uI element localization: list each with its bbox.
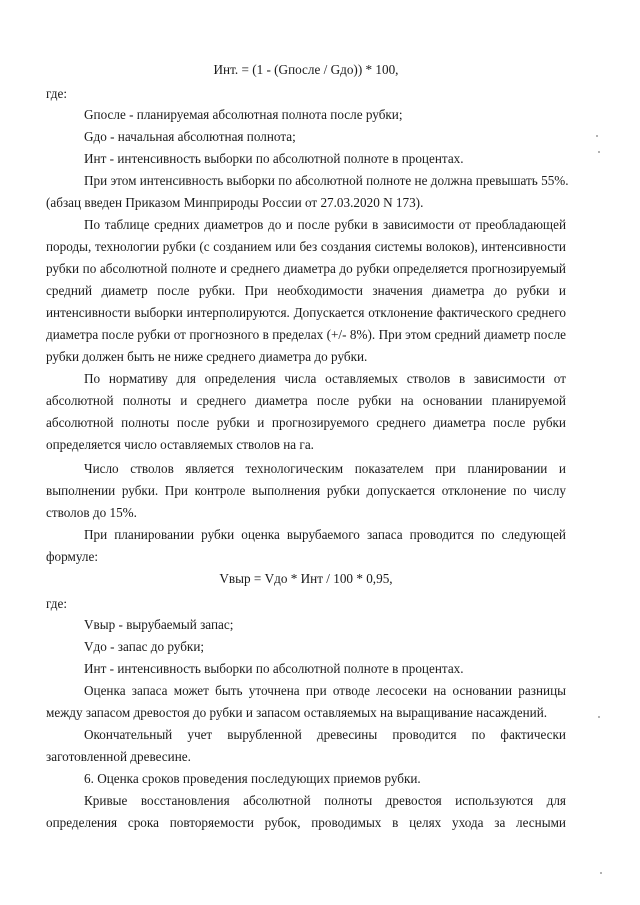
paragraph-line: определения срока повторяемости рубок, проводимых в целях ухода за лесными bbox=[46, 815, 566, 830]
paragraph-line: При планировании рубки оценка вырубаемого запаса проводится по следующей bbox=[84, 527, 566, 542]
paragraph-line: Окончательный учет вырубленной древесины проводится по фактически bbox=[84, 727, 566, 742]
scan-speck bbox=[598, 716, 600, 718]
definition-v-cut: Vвыр - вырубаемый запас; bbox=[84, 617, 234, 632]
paragraph-line: выполнении рубки. При контроле выполнения рубки допускается отклонение по числу bbox=[46, 483, 566, 498]
paragraph-line: средний диаметр после рубки. При необходимости значения диаметра до рубки и bbox=[46, 283, 566, 298]
paragraph-line: диаметра после рубки от прогнозного в пределах (+/- 8%). При этом средний диаметр после bbox=[46, 327, 566, 342]
where-label: где: bbox=[46, 596, 67, 611]
paragraph-line: породы, технологии рубки (с созданием или без создания системы волоков), интенсивности bbox=[46, 239, 566, 254]
section-heading: 6. Оценка сроков проведения последующих приемов рубки. bbox=[84, 771, 421, 786]
paragraph-line: заготовленной древесине. bbox=[46, 749, 191, 764]
scan-speck bbox=[600, 872, 602, 874]
definition-g-before: Gдо - начальная абсолютная полнота; bbox=[84, 129, 296, 144]
paragraph-line: По нормативу для определения числа оставляемых стволов в зависимости от bbox=[84, 371, 566, 386]
paragraph-line: стволов до 15%. bbox=[46, 505, 137, 520]
paragraph-line: интенсивности выборки интерполируются. Допускается отклонение фактического среднего bbox=[46, 305, 566, 320]
paragraph-line: По таблице средних диаметров до и после рубки в зависимости от преобладающей bbox=[84, 217, 566, 232]
paragraph-line: Кривые восстановления абсолютной полноты древостоя используются для bbox=[84, 793, 566, 808]
paragraph-line: рубки по абсолютной полноте и среднего диаметра до рубки определяется прогнозируемый bbox=[46, 261, 566, 276]
scan-speck bbox=[598, 151, 600, 153]
formula-intensity: Инт. = (1 - (Gпосле / Gдо)) * 100, bbox=[213, 62, 399, 77]
scan-speck bbox=[596, 135, 598, 137]
where-label: где: bbox=[46, 86, 67, 101]
paragraph-line: между запасом древостоя до рубки и запасом оставляемых на выращивание насаждений. bbox=[46, 705, 548, 720]
formula-volume: Vвыр = Vдо * Инт / 100 * 0,95, bbox=[219, 571, 393, 586]
definition-v-before: Vдо - запас до рубки; bbox=[84, 639, 205, 654]
paragraph-line: абсолютной полноты после рубки и прогнозируемого среднего диаметра после рубки bbox=[46, 415, 566, 430]
definition-g-after: Gпосле - планируемая абсолютная полнота после рубки; bbox=[84, 107, 403, 122]
paragraph-line: формуле: bbox=[46, 549, 98, 564]
definition-int: Инт - интенсивность выборки по абсолютной полноте в процентах. bbox=[84, 661, 464, 676]
paragraph-line: рубки должен быть не ниже среднего диаметра до рубки. bbox=[46, 349, 368, 364]
paragraph-line: определяется число оставляемых стволов на га. bbox=[46, 437, 314, 452]
paragraph-line: абсолютной полноты и среднего диаметра после рубки на основании планируемой bbox=[46, 393, 566, 408]
paragraph-limit: При этом интенсивность выборки по абсолютной полноте не должна превышать 55%. bbox=[84, 173, 569, 188]
paragraph-line: Оценка запаса может быть уточнена при отводе лесосеки на основании разницы bbox=[84, 683, 566, 698]
paragraph-amendment-note: (абзац введен Приказом Минприроды России от 27.03.2020 N 173). bbox=[46, 195, 424, 210]
definition-int: Инт - интенсивность выборки по абсолютной полноте в процентах. bbox=[84, 151, 464, 166]
paragraph-line: Число стволов является технологическим показателем при планировании и bbox=[84, 461, 566, 476]
